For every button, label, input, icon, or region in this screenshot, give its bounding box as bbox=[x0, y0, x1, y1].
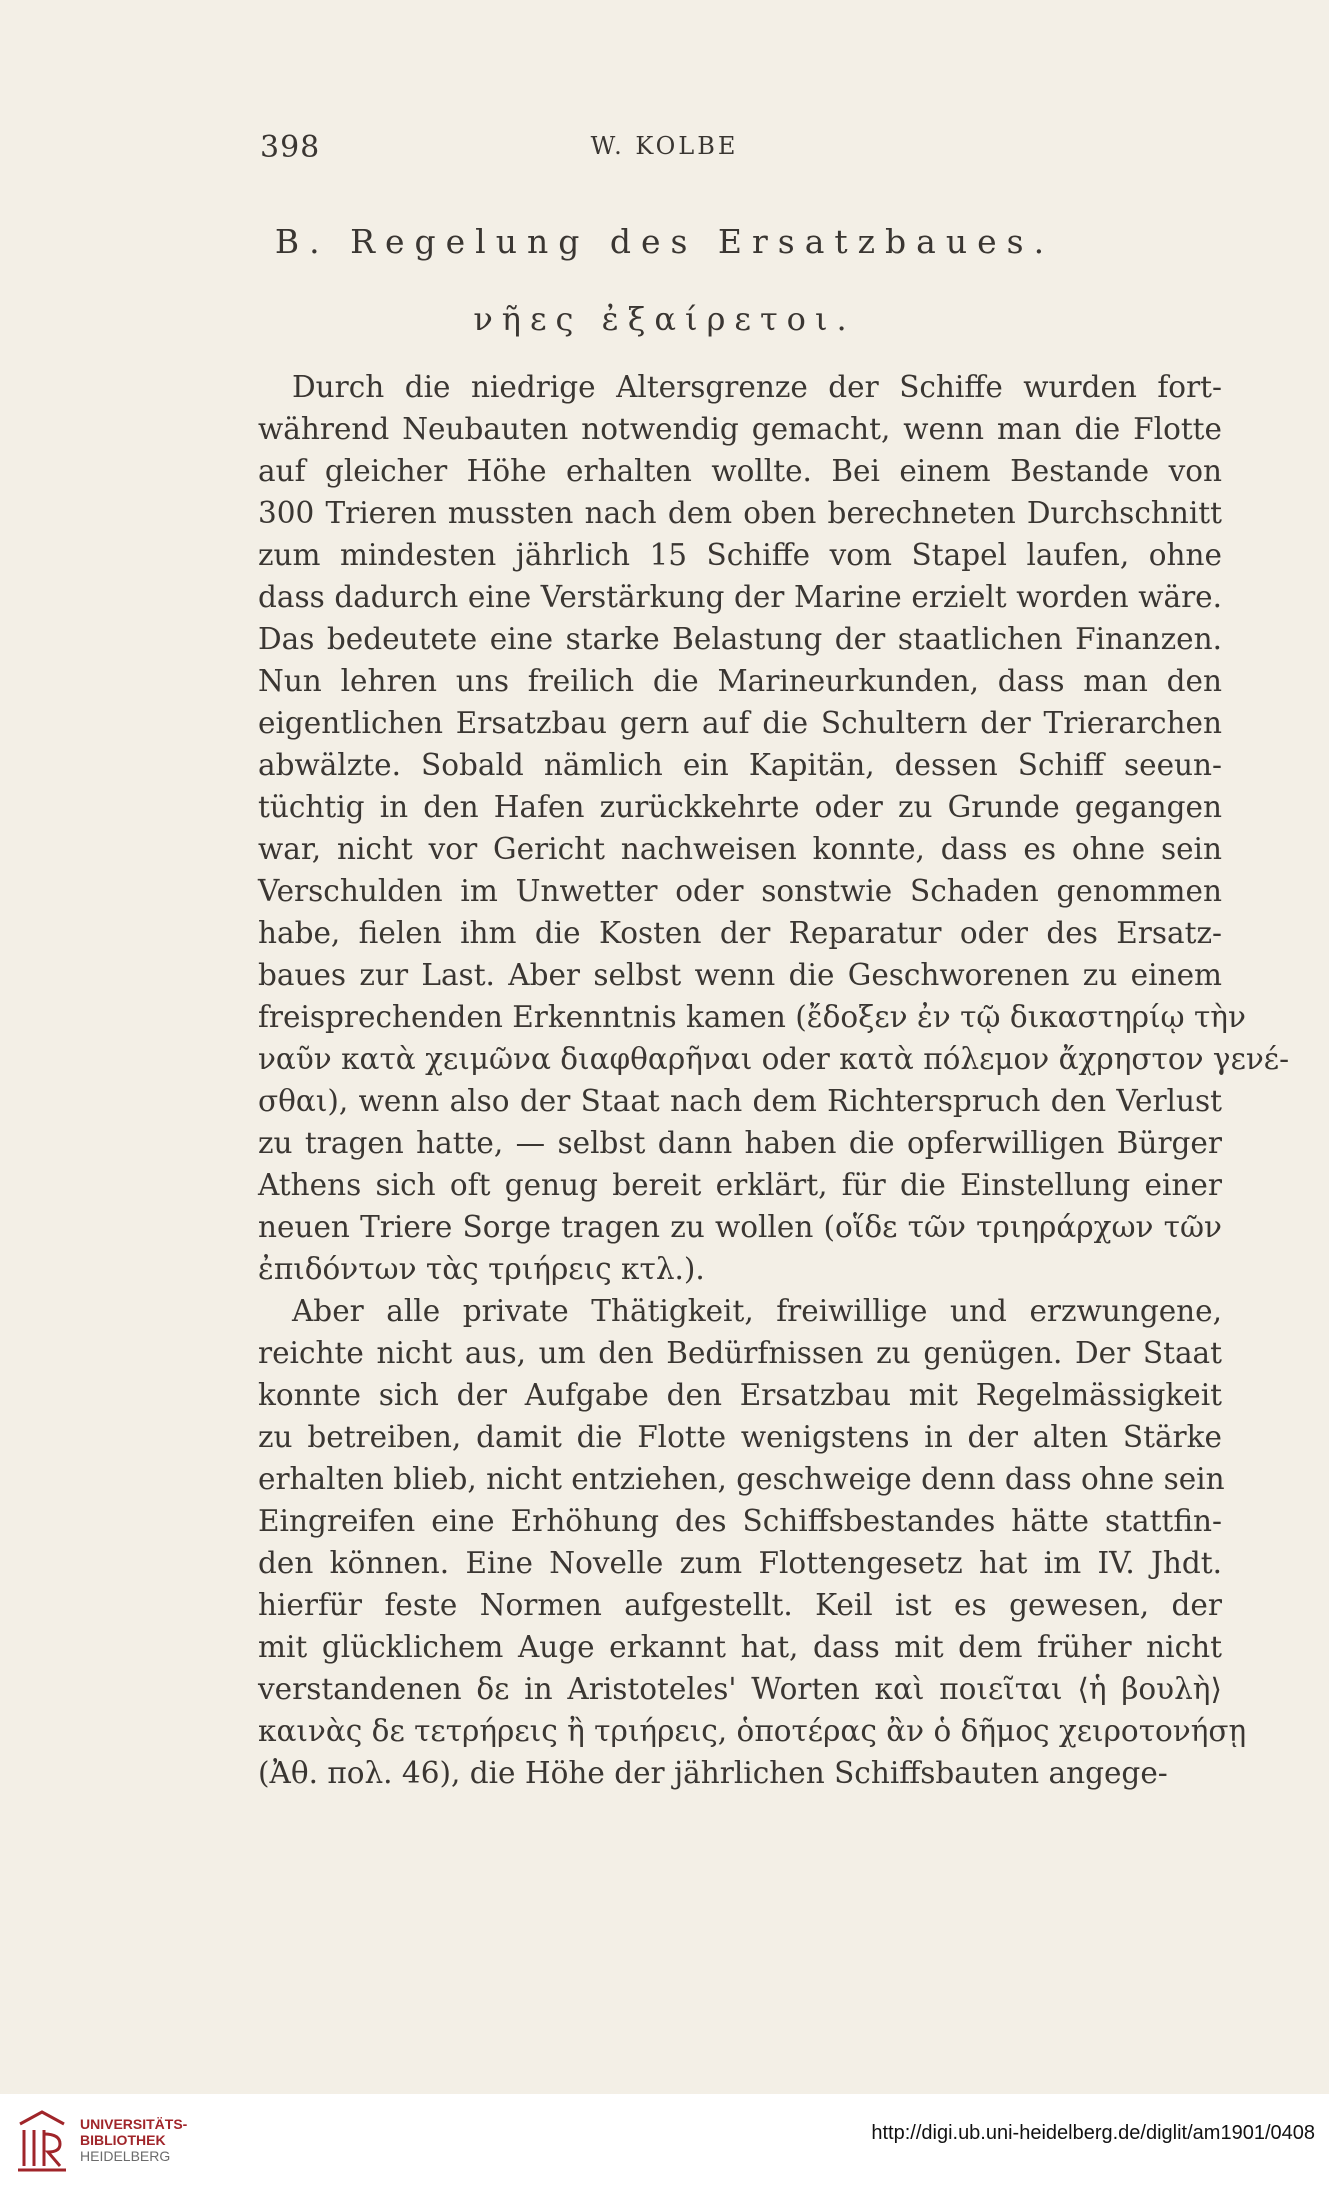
body-line: Aber alle private Thätigkeit, freiwillige und erzwungene, bbox=[292, 1294, 1222, 1328]
body-text bbox=[258, 366, 1290, 1794]
body-line: reichte nicht aus, um den Bedürfnissen zu genügen. Der Staat bbox=[258, 1336, 1222, 1370]
library-logo-icon bbox=[12, 2104, 72, 2176]
body-line: tüchtig in den Hafen zurückkehrte oder zu Grunde gegangen bbox=[258, 790, 1222, 824]
body-line: konnte sich der Aufgabe den Ersatzbau mit Regelmässigkeit bbox=[258, 1378, 1222, 1412]
body-line: hierfür feste Normen aufgestellt. Keil ist es gewesen, der bbox=[258, 1588, 1222, 1622]
body-line: neuen Triere Sorge tragen zu wollen (οἵδε τῶν τριηράρχων τῶν bbox=[258, 1210, 1222, 1244]
page-number: 398 bbox=[260, 130, 321, 165]
body-line: dass dadurch eine Verstärkung der Marine erzielt worden wäre. bbox=[258, 580, 1222, 614]
body-line: Das bedeutete eine starke Belastung der staatlichen Finanzen. bbox=[258, 622, 1222, 656]
body-line: Verschulden im Unwetter oder sonstwie Schaden genommen bbox=[258, 874, 1222, 908]
body-line: zum mindesten jährlich 15 Schiffe vom Stapel laufen, ohne bbox=[258, 538, 1222, 572]
body-line: war, nicht vor Gericht nachweisen konnte, dass es ohne sein bbox=[258, 832, 1222, 866]
body-line: eigentlichen Ersatzbau gern auf die Schultern der Trierarchen bbox=[258, 706, 1222, 740]
body-line: verstandenen δε in Aristoteles' Worten καὶ ποιεῖται ⟨ἡ βουλὴ⟩ bbox=[258, 1672, 1222, 1706]
body-line: ναῦν κατὰ χειμῶνα διαφθαρῆναι oder κατὰ πόλεμον ἄχρηστον γενέ- bbox=[258, 1042, 1290, 1076]
body-line: ἐπιδόντων τὰς τριήρεις κτλ.). bbox=[258, 1252, 705, 1286]
body-line: abwälzte. Sobald nämlich ein Kapitän, dessen Schiff seeun- bbox=[258, 748, 1222, 782]
body-line: Athens sich oft genug bereit erklärt, für die Einstellung einer bbox=[258, 1168, 1222, 1202]
running-head: W. KOLBE bbox=[590, 132, 739, 160]
library-line-1: UNIVERSITÄTS- bbox=[80, 2116, 188, 2132]
body-line: Durch die niedrige Altersgrenze der Schiffe wurden fort- bbox=[292, 370, 1222, 404]
section-title: B. Regelung des Ersatzbaues. bbox=[274, 222, 1055, 261]
body-line: habe, fielen ihm die Kosten der Reparatur oder des Ersatz- bbox=[258, 916, 1222, 950]
page-header bbox=[0, 130, 1329, 170]
body-line: während Neubauten notwendig gemacht, wenn man die Flotte bbox=[258, 412, 1222, 446]
source-url-link[interactable]: http://digi.ub.uni-heidelberg.de/diglit/am1901/0408 bbox=[871, 2122, 1315, 2144]
body-line: (Ἀθ. πολ. 46), die Höhe der jährlichen Schiffsbauten angege- bbox=[258, 1756, 1168, 1790]
library-line-2: BIBLIOTHEK bbox=[80, 2132, 166, 2148]
body-line: freisprechenden Erkenntnis kamen (ἔδοξεν ἐν τῷ δικαστηρίῳ τὴν bbox=[258, 1000, 1246, 1034]
library-line-3: HEIDELBERG bbox=[80, 2148, 171, 2164]
body-line: baues zur Last. Aber selbst wenn die Geschworenen zu einem bbox=[258, 958, 1222, 992]
body-line: σθαι), wenn also der Staat nach dem Richterspruch den Verlust bbox=[258, 1084, 1222, 1118]
body-line: Nun lehren uns freilich die Marineurkunden, dass man den bbox=[258, 664, 1222, 698]
library-name bbox=[80, 2116, 187, 2164]
body-line: den können. Eine Novelle zum Flottengesetz hat im IV. Jhdt. bbox=[258, 1546, 1222, 1580]
body-line: mit glücklichem Auge erkannt hat, dass mit dem früher nicht bbox=[258, 1630, 1222, 1664]
body-line: auf gleicher Höhe erhalten wollte. Bei einem Bestande von bbox=[258, 454, 1222, 488]
body-line: zu betreiben, damit die Flotte wenigstens in der alten Stärke bbox=[258, 1420, 1222, 1454]
body-line: zu tragen hatte, — selbst dann haben die opferwilligen Bürger bbox=[258, 1126, 1222, 1160]
body-line: Eingreifen eine Erhöhung des Schiffsbestandes hätte stattfin- bbox=[258, 1504, 1222, 1538]
footer-bar bbox=[0, 2094, 1329, 2186]
body-line: 300 Trieren mussten nach dem oben berechneten Durchschnitt bbox=[258, 496, 1222, 530]
section-subtitle: νῆες ἐξαίρετοι. bbox=[473, 300, 856, 338]
body-line: καινὰς δε τετρήρεις ἢ τριήρεις, ὁποτέρας ἂν ὁ δῆμος χειροτονήσῃ bbox=[258, 1714, 1247, 1748]
body-line: erhalten blieb, nicht entziehen, geschweige denn dass ohne sein bbox=[258, 1462, 1225, 1496]
